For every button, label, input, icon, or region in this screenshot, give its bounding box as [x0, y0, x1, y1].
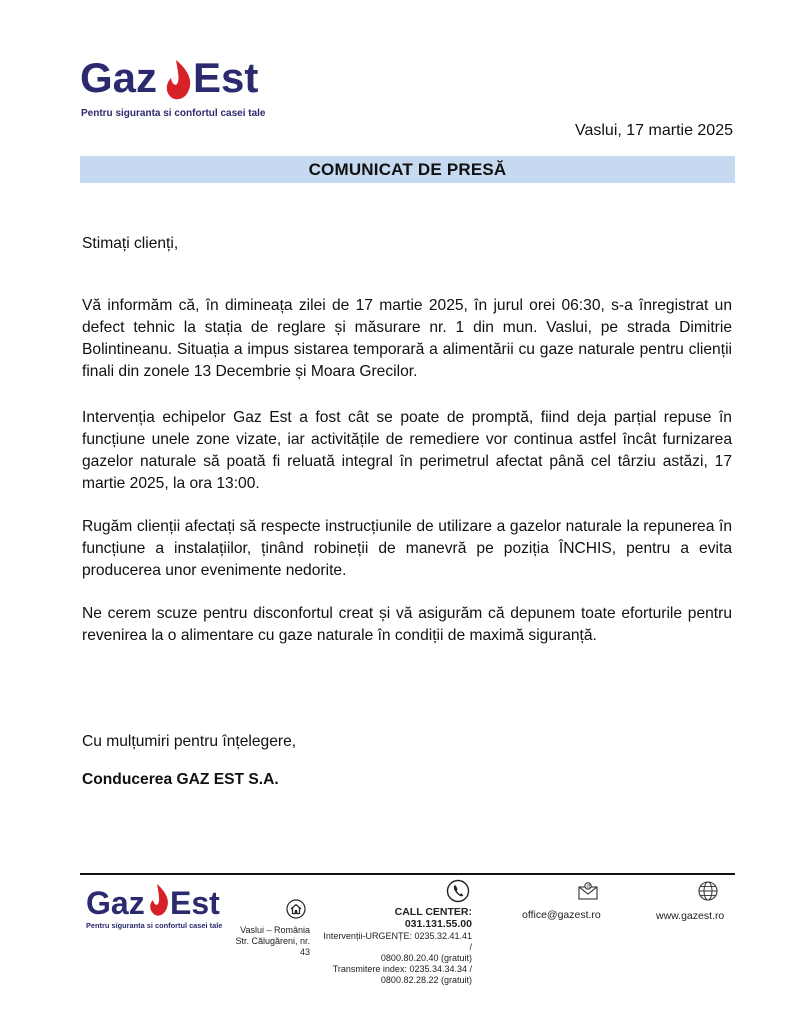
envelope-icon — [577, 881, 599, 901]
address-line-1: Vaslui – România — [240, 925, 310, 935]
footer-logo-tagline: Pentru siguranta si confortul casei tale — [86, 921, 223, 930]
closing-line: Cu mulțumiri pentru înțelegere, — [82, 733, 297, 750]
title-band — [80, 156, 735, 183]
logo-word-gaz: Gaz — [80, 54, 158, 101]
footer-call-center — [320, 906, 472, 986]
globe-icon — [697, 880, 719, 902]
phone-icon — [446, 879, 470, 903]
greeting: Stimați clienți, — [82, 235, 179, 252]
paragraph-4: Ne cerem scuze pentru disconfortul creat și vă asigurăm că depunem toate eforturile pentru revenirea la o alimentare cu gaze naturale în condiții de maximă siguranță. — [82, 605, 732, 644]
flame-icon — [167, 60, 190, 99]
footer-logo-word-est: Est — [170, 885, 220, 921]
gaz-est-logo — [80, 48, 280, 120]
footer-logo-word-gaz: Gaz — [86, 885, 145, 921]
logo-word-est: Est — [193, 54, 259, 101]
signature: Conducerea GAZ EST S.A. — [82, 771, 279, 788]
footer-website[interactable]: www.gazest.ro — [656, 910, 725, 922]
index-line-1: Transmitere index: 0235.34.34.34 / — [332, 964, 472, 974]
call-center-number[interactable]: 031.131.55.00 — [404, 918, 472, 930]
footer-email[interactable]: office@gazest.ro — [522, 909, 601, 921]
house-icon — [286, 899, 306, 919]
footer-flame-icon — [150, 884, 168, 916]
paragraph-3: Rugăm clienții afectați să respecte instrucțiunile de utilizare a gazelor naturale la repunerea în funcțiune a instalațiilor, ținând robineții de manevră pe poziția ÎNCHIS, pentru a evita producerea unor evenimente nedorite. — [82, 518, 732, 579]
svg-text:@: @ — [586, 884, 592, 890]
paragraph-2: Intervenția echipelor Gaz Est a fost cât se poate de promptă, fiind deja parțial repuse în funcțiune unele zone vizate, iar activitățile de remediere vor continua astfel încât furnizarea gazelor naturale să poată fi reluată integral în perimetrul afectat până cel târziu astăzi, 17 martie 2025, la ora 13:00. — [82, 409, 732, 492]
logo-tagline: Pentru siguranta si confortul casei tale — [81, 108, 266, 119]
page-title: COMUNICAT DE PRESĂ — [308, 159, 507, 179]
call-center-label: CALL CENTER: — [394, 906, 472, 918]
footer-divider — [80, 873, 735, 875]
index-line-2: 0800.82.28.22 (gratuit) — [380, 975, 472, 985]
address-line-2: Str. Călugăreni, nr. — [235, 936, 310, 946]
paragraph-1: Vă informăm că, în dimineața zilei de 17 martie 2025, în jurul orei 06:30, s-a înregistrat un defect tehnic la stația de reglare și măsurare nr. 1 din mun. Vaslui, pe strada Dimitrie Bolintineanu. Situația a impus sistarea temporară a alimentării cu gaze naturale pentru clienții finali din zonele 13 Decembrie și Moara Grecilor. — [82, 297, 732, 380]
date-line: Vaslui, 17 martie 2025 — [574, 122, 733, 139]
gaz-est-footer-logo — [86, 878, 236, 934]
emergency-line-1: Intervenții-URGENȚE: 0235.32.41.41 / — [323, 931, 472, 952]
emergency-line-2: 0800.80.20.40 (gratuit) — [380, 953, 472, 963]
footer-address — [232, 925, 310, 958]
address-line-3: 43 — [299, 947, 310, 957]
